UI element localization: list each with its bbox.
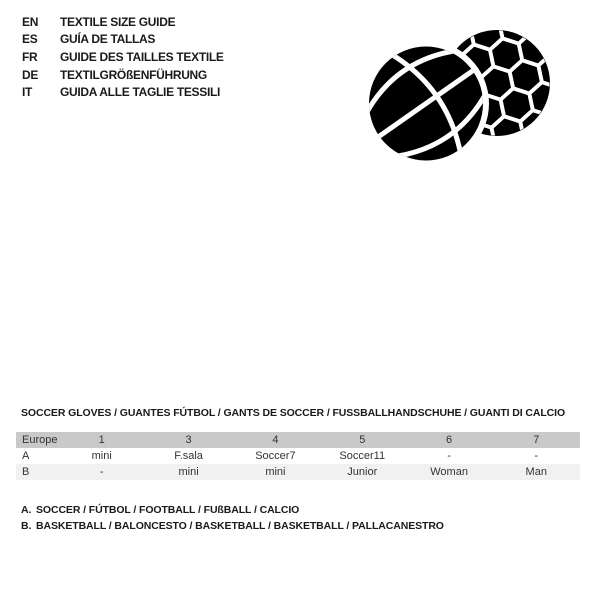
column-header-size-6: 6 bbox=[446, 434, 453, 446]
language-label: GUIDA ALLE TAGLIE TESSILI bbox=[60, 85, 221, 100]
size-chart-title: SOCCER GLOVES / GUANTES FÚTBOL / GANTS DE SOCCER / FUSSBALLHANDSCHUHE / GUANTI DI CALCIO bbox=[21, 407, 566, 419]
footnote-key: A. bbox=[21, 504, 32, 516]
footnote-b bbox=[16, 520, 444, 532]
language-row-es bbox=[22, 31, 224, 49]
language-label: GUIDE DES TAILLES TEXTILE bbox=[60, 49, 224, 64]
footnote-key: B. bbox=[21, 520, 32, 532]
column-header-size-1: 1 bbox=[98, 434, 105, 446]
column-header-size-4: 4 bbox=[272, 434, 279, 446]
language-list bbox=[22, 13, 224, 101]
language-row-it bbox=[22, 83, 224, 101]
footnote-a bbox=[16, 504, 299, 516]
column-header-size-3: 3 bbox=[185, 434, 192, 446]
language-row-en bbox=[22, 13, 224, 31]
table-cell: mini bbox=[265, 466, 286, 478]
basketball-and-soccer-ball-icon bbox=[358, 5, 563, 180]
footnote-text: SOCCER / FÚTBOL / FOOTBALL / FUßBALL / CALCIO bbox=[36, 504, 300, 516]
column-header-size-5: 5 bbox=[359, 434, 366, 446]
language-code: FR bbox=[22, 49, 38, 64]
table-cell: Junior bbox=[347, 466, 378, 478]
table-cell: - bbox=[99, 466, 104, 478]
table-row-b bbox=[16, 464, 580, 480]
row-label: A bbox=[22, 450, 30, 462]
language-code: ES bbox=[22, 32, 38, 47]
size-table bbox=[16, 432, 580, 480]
table-cell: - bbox=[534, 450, 539, 462]
language-row-de bbox=[22, 66, 224, 84]
language-code: EN bbox=[22, 14, 39, 29]
table-header-row bbox=[16, 432, 580, 448]
table-row-a bbox=[16, 448, 580, 464]
footnote-text: BASKETBALL / BALONCESTO / BASKETBALL / BASKETBALL / PALLACANESTRO bbox=[36, 520, 444, 532]
table-cell: Woman bbox=[430, 466, 468, 478]
language-row-fr bbox=[22, 48, 224, 66]
language-label: TEXTILE SIZE GUIDE bbox=[60, 14, 176, 29]
table-cell: mini bbox=[178, 466, 199, 478]
language-label: TEXTILGRÖßENFÜHRUNG bbox=[60, 67, 207, 82]
language-code: IT bbox=[22, 85, 33, 100]
column-header-europe: Europe bbox=[22, 434, 58, 446]
language-code: DE bbox=[22, 67, 39, 82]
row-label: B bbox=[22, 466, 30, 478]
table-cell: mini bbox=[91, 450, 112, 462]
table-cell: Soccer11 bbox=[339, 450, 386, 462]
table-cell: Man bbox=[525, 466, 547, 478]
table-cell: Soccer7 bbox=[255, 450, 296, 462]
language-label: GUÍA DE TALLAS bbox=[60, 32, 156, 47]
table-cell: F.sala bbox=[174, 450, 203, 462]
table-cell: - bbox=[447, 450, 451, 462]
column-header-size-7: 7 bbox=[533, 434, 540, 446]
